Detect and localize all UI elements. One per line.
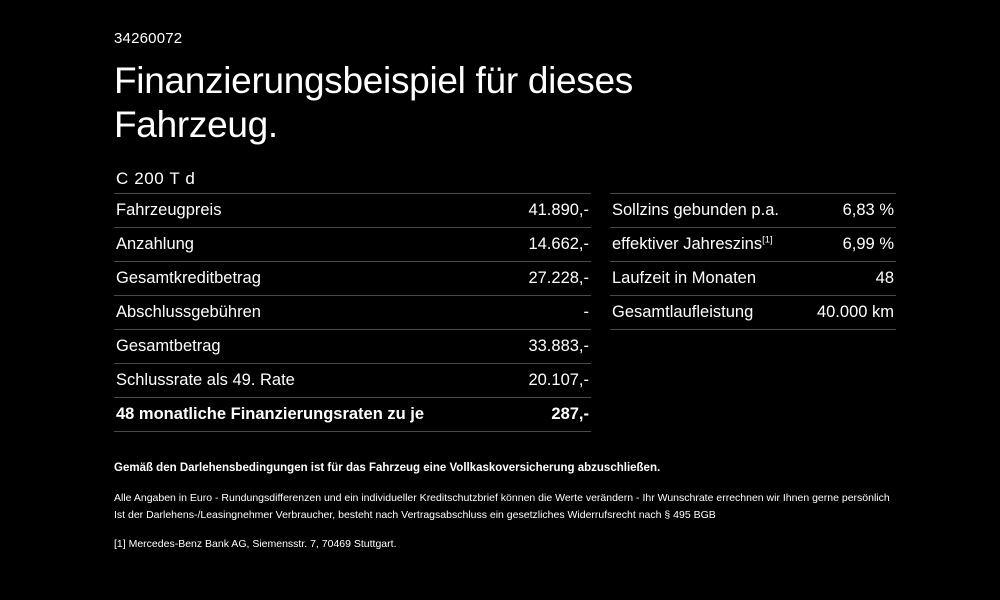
row-value: 6,83 %: [842, 201, 894, 219]
row-value: 41.890,-: [528, 201, 589, 219]
row-value: 33.883,-: [528, 337, 589, 355]
finance-tables: [114, 193, 896, 432]
table-row: [114, 193, 591, 227]
reference-number: 34260072: [114, 30, 183, 47]
page-title: Finanzierungsbeispiel für dieses Fahrzeug.: [114, 60, 633, 145]
footnote-marker: [1]: [762, 234, 773, 246]
row-value: 40.000 km: [816, 303, 894, 321]
table-row: [610, 295, 896, 330]
total-label: 48 monatliche Finanzierungsraten zu je: [116, 405, 425, 423]
row-value: 14.662,-: [528, 235, 589, 253]
table-row-total: [114, 397, 591, 432]
row-label-text: effektiver Jahreszins: [612, 235, 763, 253]
table-row: [610, 261, 896, 295]
table-row: [114, 295, 591, 329]
row-label: [612, 233, 773, 256]
table-row: [114, 261, 591, 295]
row-label: Fahrzeugpreis: [116, 201, 222, 219]
table-row: [610, 227, 896, 261]
table-row: [114, 363, 591, 397]
row-value: 20.107,-: [528, 371, 589, 389]
row-label: Gesamtbetrag: [116, 337, 221, 355]
cost-breakdown-table: [114, 193, 591, 432]
footnote-line-1: Alle Angaben in Euro - Rundungsdifferenzen und ein individueller Kreditschutzbrief können die Werte verändern - Ihr Wunschrate errechnen wir Ihnen gerne persönlich: [114, 492, 890, 504]
row-label: Schlussrate als 49. Rate: [116, 371, 295, 389]
row-label: Gesamtlaufleistung: [612, 303, 754, 321]
row-label: Abschlussgebühren: [116, 303, 261, 321]
row-value: 48: [875, 269, 894, 287]
terms-table: [610, 193, 896, 330]
footnote-line-2: Ist der Darlehens-/Leasingnehmer Verbraucher, besteht nach Vertragsabschluss ein gesetzliches Widerrufsrecht nach § 495 BGB: [114, 509, 716, 521]
table-row: [114, 227, 591, 261]
footnote-insurance-notice: Gemäß den Darlehensbedingungen ist für das Fahrzeug eine Vollkaskoversicherung abzuschließen.: [114, 462, 661, 474]
row-label: Gesamtkreditbetrag: [116, 269, 261, 287]
row-label: Sollzins gebunden p.a.: [612, 201, 779, 219]
content-area: [114, 30, 896, 432]
row-label: Laufzeit in Monaten: [612, 269, 757, 287]
total-value: 287,-: [551, 405, 589, 423]
table-row: [114, 329, 591, 363]
footnote-bank-reference: [1] Mercedes-Benz Bank AG, Siemensstr. 7, 70469 Stuttgart.: [114, 538, 397, 550]
row-label: Anzahlung: [116, 235, 194, 253]
table-row: [610, 193, 896, 227]
footnotes-area: [114, 460, 896, 553]
vehicle-model: C 200 T d: [116, 169, 196, 188]
row-value: -: [583, 303, 589, 321]
row-value: 6,99 %: [842, 235, 894, 253]
row-value: 27.228,-: [528, 269, 589, 287]
